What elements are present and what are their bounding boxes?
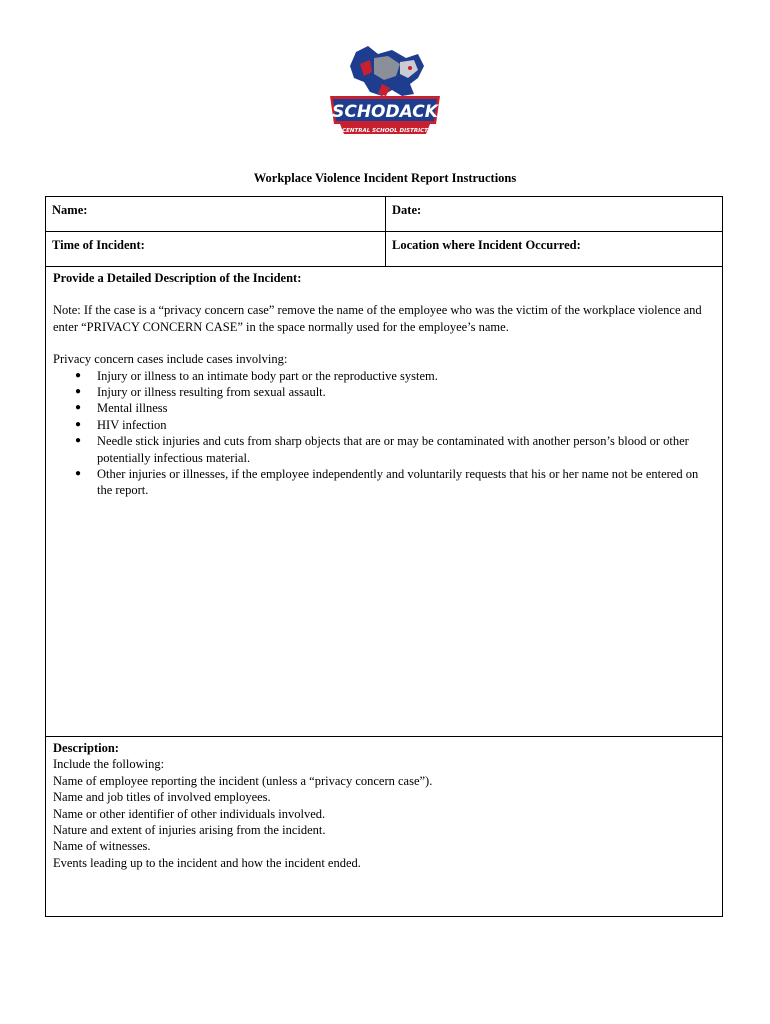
location-label: Location where Incident Occurred: bbox=[392, 238, 581, 252]
incident-report-form bbox=[45, 196, 723, 917]
location-field[interactable] bbox=[386, 232, 722, 266]
instruction-line: Events leading up to the incident and how the incident ended. bbox=[53, 855, 361, 870]
list-item: ● HIV infection bbox=[97, 417, 715, 433]
instruction-line: Name or other identifier of other individuals involved. bbox=[53, 806, 326, 821]
form-row-name-date bbox=[46, 197, 722, 232]
name-label: Name: bbox=[52, 203, 88, 217]
district-logo bbox=[326, 44, 444, 138]
time-label: Time of Incident: bbox=[52, 238, 145, 252]
wolf-mascot-icon bbox=[326, 44, 444, 138]
svg-text:SCHODACK: SCHODACK bbox=[332, 102, 438, 122]
detailed-description-field[interactable] bbox=[46, 267, 722, 737]
instruction-line: Nature and extent of injuries arising from the incident. bbox=[53, 823, 326, 838]
date-label: Date: bbox=[392, 203, 422, 217]
list-item: ● Mental illness bbox=[97, 400, 715, 416]
date-field[interactable] bbox=[386, 197, 722, 231]
instruction-line: Name of witnesses. bbox=[53, 839, 151, 854]
instruction-line: Include the following: bbox=[53, 757, 165, 772]
form-row-time-location bbox=[46, 232, 722, 267]
description-heading: Provide a Detailed Description of the Incident: bbox=[53, 271, 302, 285]
instruction-line: Name of employee reporting the incident (unless a “privacy concern case”). bbox=[53, 773, 433, 788]
svg-text:CENTRAL SCHOOL DISTRICT: CENTRAL SCHOOL DISTRICT bbox=[342, 128, 428, 134]
list-item: ● Injury or illness resulting from sexual assault. bbox=[97, 384, 715, 400]
list-item: ● Other injuries or illnesses, if the employee independently and voluntarily requests that his or her name not be entered on the report. bbox=[97, 466, 715, 499]
page-title: Workplace Violence Incident Report Instructions bbox=[253, 171, 517, 185]
time-of-incident-field[interactable] bbox=[46, 232, 386, 266]
instruction-line: Name and job titles of involved employees. bbox=[53, 790, 271, 805]
list-item: ● Needle stick injuries and cuts from sharp objects that are or may be contaminated with another person’s blood or other potentially infectious material. bbox=[97, 433, 715, 466]
list-item: ● Injury or illness to an intimate body part or the reproductive system. bbox=[97, 368, 715, 384]
description-instructions-field[interactable] bbox=[46, 737, 722, 916]
instructions-heading: Description: bbox=[53, 741, 119, 755]
privacy-list-intro: Privacy concern cases include cases involving: bbox=[53, 352, 288, 367]
privacy-note: Note: If the case is a “privacy concern case” remove the name of the employee who was the victim of the workplace violence and enter “PRIVACY CONCERN CASE” in the space normally used for the employee’s name. bbox=[53, 303, 702, 334]
privacy-case-list bbox=[53, 368, 715, 499]
name-field[interactable] bbox=[46, 197, 386, 231]
